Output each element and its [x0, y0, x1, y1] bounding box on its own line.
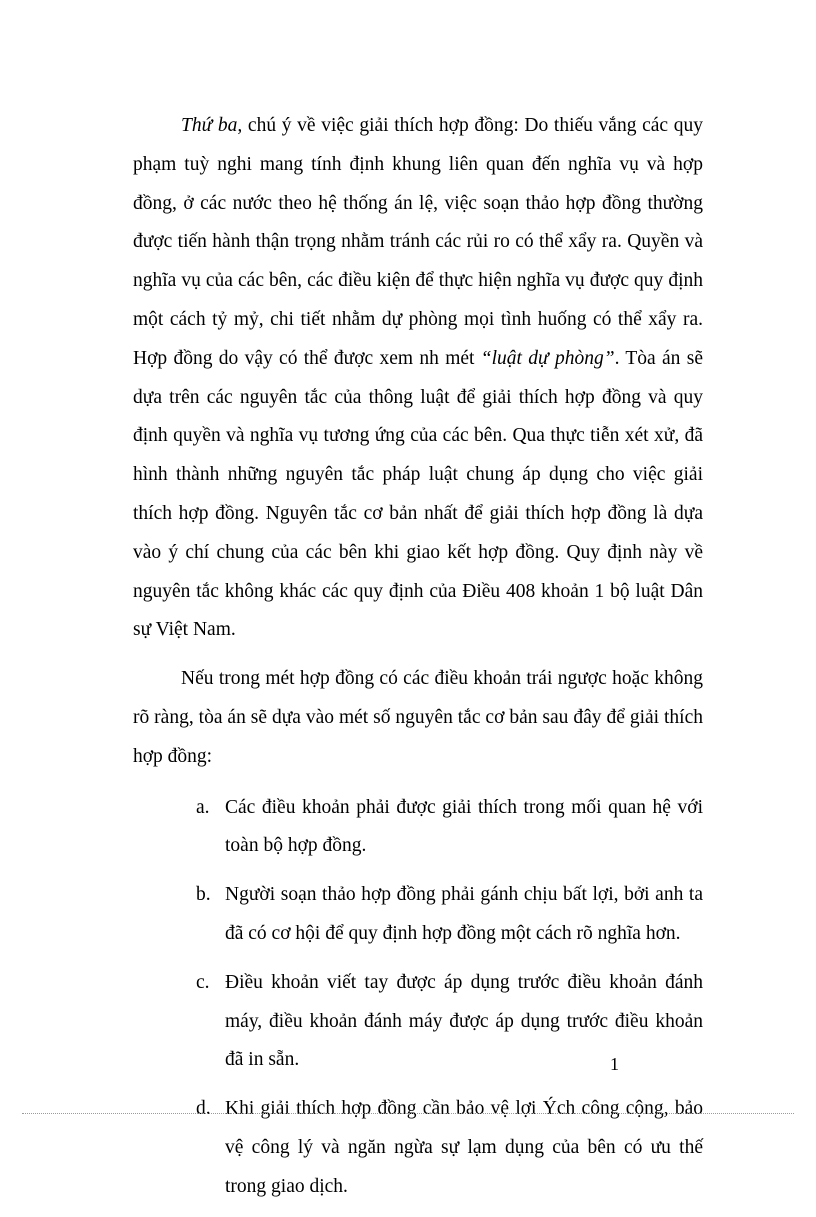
- list-marker: b.: [196, 884, 211, 906]
- list-item: [196, 1090, 703, 1206]
- list-marker: a.: [196, 796, 210, 818]
- list-item: [196, 964, 703, 1080]
- page-number: 1: [610, 1054, 619, 1074]
- list-item-text: Các điều khoản phải được giải thích trong mối quan hệ với toàn bộ hợp đồng.: [225, 796, 703, 857]
- footer-dotted-rule: [22, 1113, 794, 1114]
- document-body: [133, 107, 703, 1217]
- list-item-text: Điều khoản viết tay được áp dụng trước điều khoản đánh máy, điều khoản đánh máy được áp dụng trước điều khoản đã in sẵn.: [225, 971, 703, 1071]
- paragraph-lead-italic: Thứ ba,: [181, 115, 243, 136]
- paragraph-quote-italic: “luật dự phòng”: [480, 347, 615, 369]
- list-marker: c.: [196, 971, 210, 993]
- paragraph-text-continued: . Tòa án sẽ dựa trên các nguyên tắc của thông luật để giải thích hợp đồng và quy định quyền và nghĩa vụ tương ứng của các bên. Qua thực tiễn xét xử, đã hình thành những nguyên tắc pháp luật chung áp dụng cho việc giải thích hợp đồng. Nguyên tắc cơ bản nhất để giải thích hợp đồng là dựa vào ý chí chung của các bên khi giao kết hợp đồng. Quy định này về nguyên tắc không khác các quy định của Điều 408 khoản 1 bộ luật Dân sự Việt Nam.: [133, 347, 703, 641]
- list-item-text: Khi giải thích hợp đồng cần bảo vệ lợi Ých công cộng, bảo vệ công lý và ngăn ngừa sự lạm dụng của bên có ưu thế trong giao dịch.: [225, 1098, 703, 1197]
- paragraph-text: chú ý về việc giải thích hợp đồng: Do thiếu vắng các quy phạm tuỳ nghi mang tính định khung liên quan đến nghĩa vụ và hợp đồng, ở các nước theo hệ thống án lệ, việc soạn thảo hợp đồng thường được tiến hành thận trọng nhằm tránh các rủi ro có thể xẩy ra. Quyền và nghĩa vụ của các bên, các điều kiện để thực hiện nghĩa vụ được quy định một cách tỷ mỷ, chi tiết nhằm dự phòng mọi tình huống có thể xẩy ra. Hợp đồng do vậy có thể được xem nh mét: [133, 115, 703, 369]
- list-item: [196, 789, 703, 867]
- list-marker: d.: [196, 1098, 211, 1120]
- list-item-text: Người soạn thảo hợp đồng phải gánh chịu bất lợi, bởi anh ta đã có cơ hội để quy định hợp đồng một cách rõ nghĩa hơn.: [225, 884, 703, 944]
- paragraph-thu-ba: [133, 107, 703, 650]
- list-item: [196, 876, 703, 954]
- paragraph-principles-intro: Nếu trong mét hợp đồng có các điều khoản trái ngược hoặc không rõ ràng, tòa án sẽ dựa vào mét số nguyên tắc cơ bản sau đây để giải thích hợp đồng:: [133, 668, 703, 767]
- principles-list: [133, 789, 703, 1207]
